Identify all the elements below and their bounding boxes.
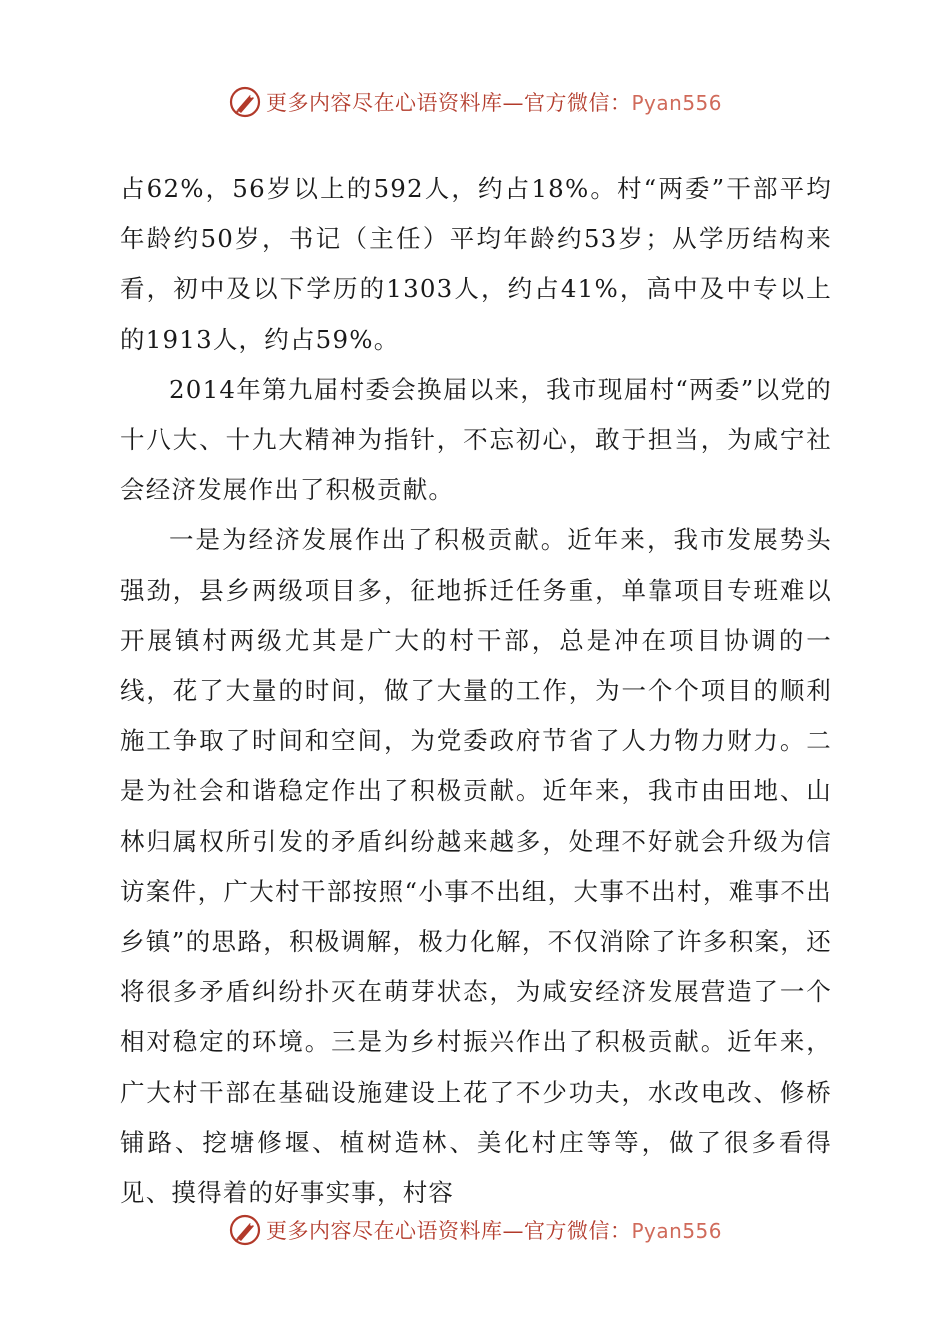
pen-logo-icon: [228, 1213, 262, 1247]
footer-banner-title: 更多内容尽在心语资料库: [265, 1219, 503, 1243]
paragraph-2: 2014年第九届村委会换届以来，我市现届村“两委”以党的十八大、十九大精神为指针，不忘初心，敢于担当，为咸宁社会经济发展作出了积极贡献。: [120, 374, 832, 505]
document-body: [120, 164, 832, 1218]
footer-banner-text: [266, 1215, 722, 1245]
footer-banner-dash: —: [502, 1219, 524, 1243]
footer-banner-wechat-label: 官方微信：: [523, 1219, 632, 1243]
footer-banner: [0, 1210, 950, 1250]
header-banner-wechat-id: Pyan556: [631, 91, 722, 115]
pen-logo-icon: [228, 85, 262, 119]
header-banner-title: 更多内容尽在心语资料库: [265, 91, 503, 115]
header-banner-wechat-label: 官方微信：: [523, 91, 632, 115]
header-banner-dash: —: [502, 91, 524, 115]
footer-banner-wechat-id: Pyan556: [631, 1219, 722, 1243]
paragraph-1: 占62%，56岁以上的592人，约占18%。村“两委”干部平均年龄约50岁，书记（主任）平均年龄约53岁；从学历结构来看，初中及以下学历的1303人，约占41%，高中及中专以上的1913人，约占59%。: [120, 174, 832, 354]
header-banner: [0, 82, 950, 122]
paragraph-3: 一是为经济发展作出了积极贡献。近年来，我市发展势头强劲，县乡两级项目多，征地拆迁任务重，单靠项目专班难以开展镇村两级尤其是广大的村干部，总是冲在项目协调的一线，花了大量的时间，做了大量的工作，为一个个项目的顺利施工争取了时间和空间，为党委政府节省了人力物力财力。二是为社会和谐稳定作出了积极贡献。近年来，我市由田地、山林归属权所引发的矛盾纠纷越来越多，处理不好就会升级为信访案件，广大村干部按照“小事不出组，大事不出村，难事不出乡镇”的思路，积极调解，极力化解，不仅消除了许多积案，还将很多矛盾纠纷扑灭在萌芽状态，为咸安经济发展营造了一个相对稳定的环境。三是为乡村振兴作出了积极贡献。近年来，广大村干部在基础设施建设上花了不少功夫，水改电改、修桥铺路、挖塘修堰、植树造林、美化村庄等等，做了很多看得见、摸得着的好事实事，村容: [120, 525, 832, 1208]
header-banner-text: [266, 87, 722, 117]
